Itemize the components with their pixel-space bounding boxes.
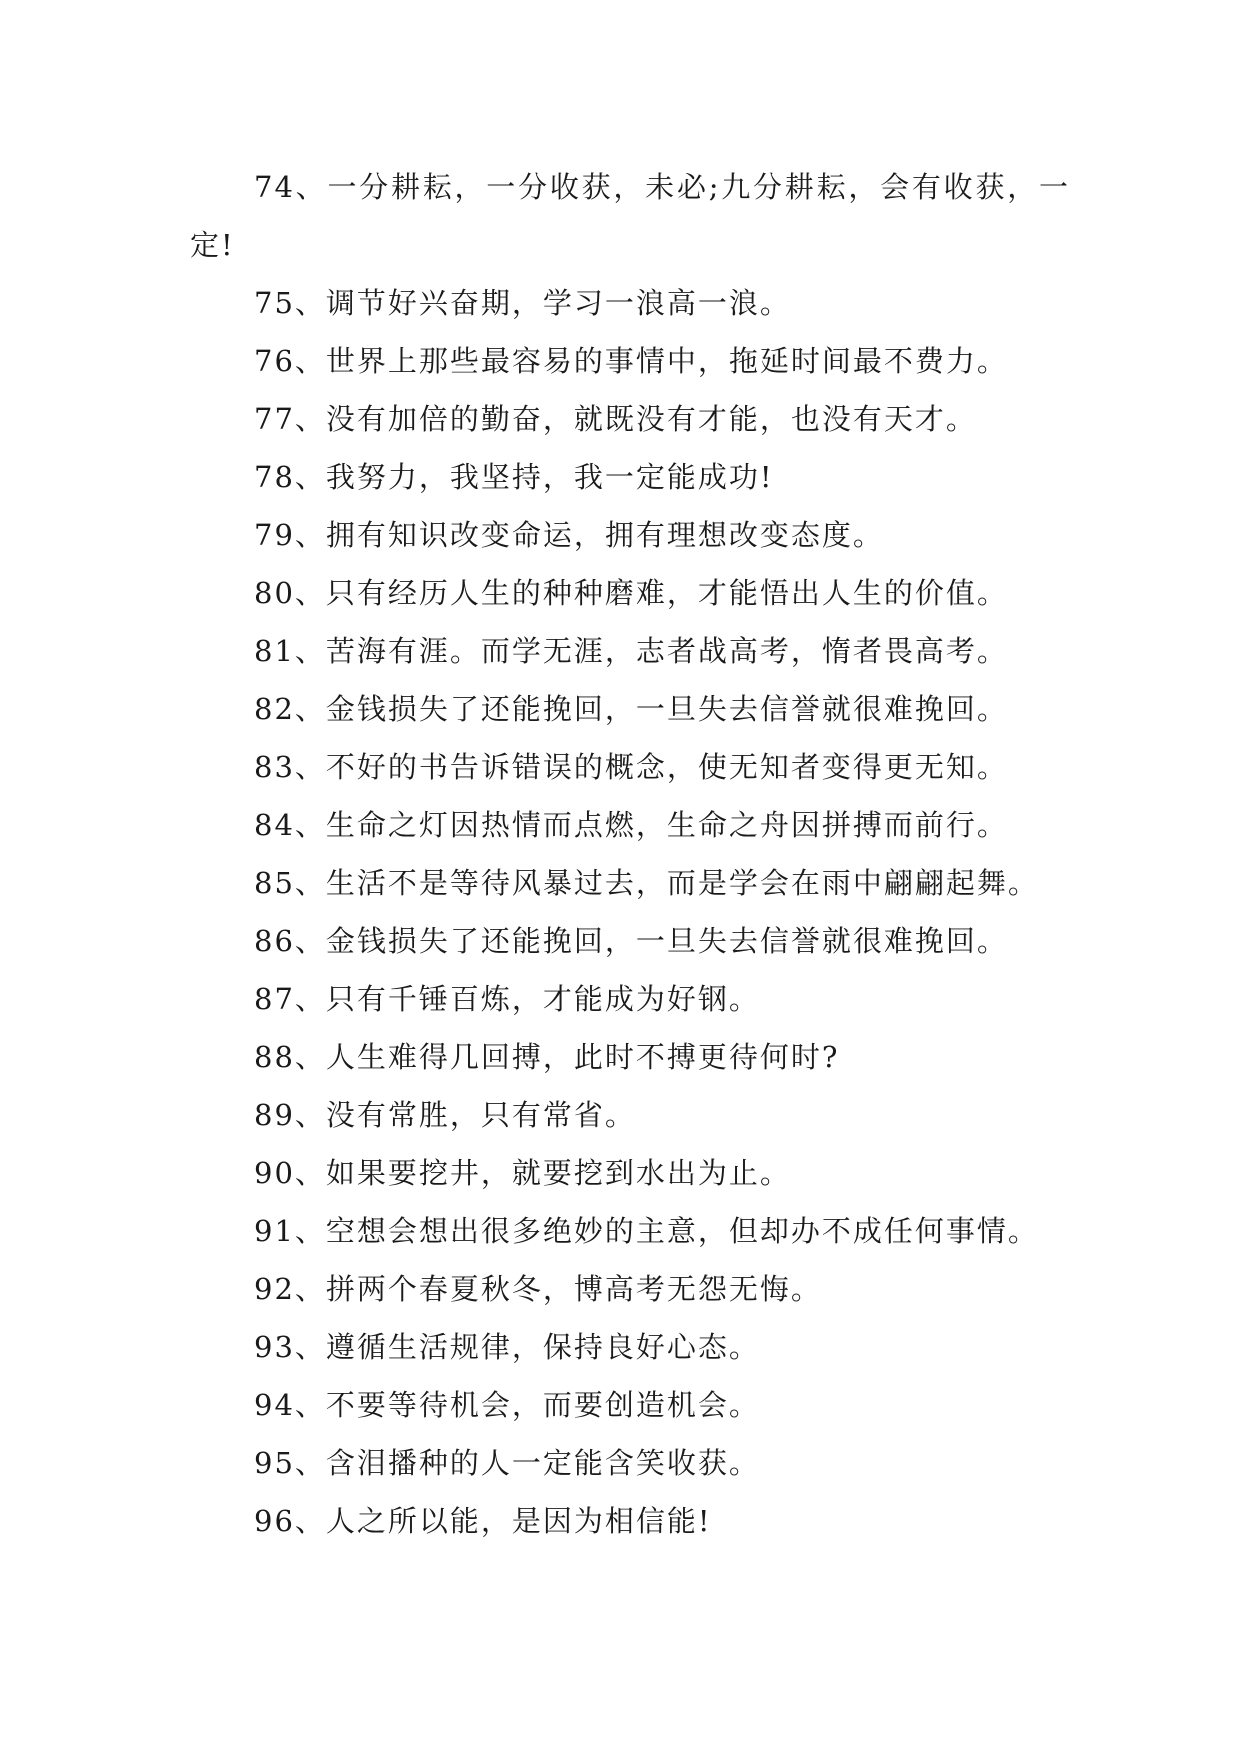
- list-item-74: 74、一分耕耘，一分收获，未必;九分耕耘，会有收获，一定!: [190, 170, 1070, 262]
- list-item-81: 81、苦海有涯。而学无涯，志者战高考，惰者畏高考。: [254, 634, 1008, 668]
- list-item-95: 95、含泪播种的人一定能含笑收获。: [254, 1446, 760, 1480]
- list-item-91: 91、空想会想出很多绝妙的主意，但却办不成任何事情。: [254, 1214, 1039, 1248]
- list-item-82: 82、金钱损失了还能挽回，一旦失去信誉就很难挽回。: [254, 692, 1008, 726]
- list-item-96: 96、人之所以能，是因为相信能!: [254, 1504, 712, 1538]
- list-item-90: 90、如果要挖井，就要挖到水出为止。: [254, 1156, 791, 1190]
- list-item-89: 89、没有常胜，只有常省。: [254, 1098, 636, 1132]
- list-item-92: 92、拼两个春夏秋冬，博高考无怨无悔。: [254, 1272, 822, 1306]
- list-item-84: 84、生命之灯因热情而点燃，生命之舟因拼搏而前行。: [254, 808, 1008, 842]
- list-item-86: 86、金钱损失了还能挽回，一旦失去信誉就很难挽回。: [254, 924, 1008, 958]
- list-item-83: 83、不好的书告诉错误的概念，使无知者变得更无知。: [254, 750, 1008, 784]
- list-item-85: 85、生活不是等待风暴过去，而是学会在雨中翩翩起舞。: [254, 866, 1039, 900]
- list-item-76: 76、世界上那些最容易的事情中，拖延时间最不费力。: [254, 344, 1008, 378]
- list-item-77: 77、没有加倍的勤奋，就既没有才能，也没有天才。: [254, 402, 977, 436]
- list-item-88: 88、人生难得几回搏，此时不搏更待何时?: [254, 1040, 840, 1074]
- list-item-93: 93、遵循生活规律，保持良好心态。: [254, 1330, 760, 1364]
- list-item-94: 94、不要等待机会，而要创造机会。: [254, 1388, 760, 1422]
- list-item-79: 79、拥有知识改变命运，拥有理想改变态度。: [254, 518, 884, 552]
- list-item-87: 87、只有千锤百炼，才能成为好钢。: [254, 982, 760, 1016]
- list-item-78: 78、我努力，我坚持，我一定能成功!: [254, 460, 774, 494]
- list-item-75: 75、调节好兴奋期，学习一浪高一浪。: [254, 286, 791, 320]
- list-item-80: 80、只有经历人生的种种磨难，才能悟出人生的价值。: [254, 576, 1008, 610]
- document-body: [190, 158, 1070, 1550]
